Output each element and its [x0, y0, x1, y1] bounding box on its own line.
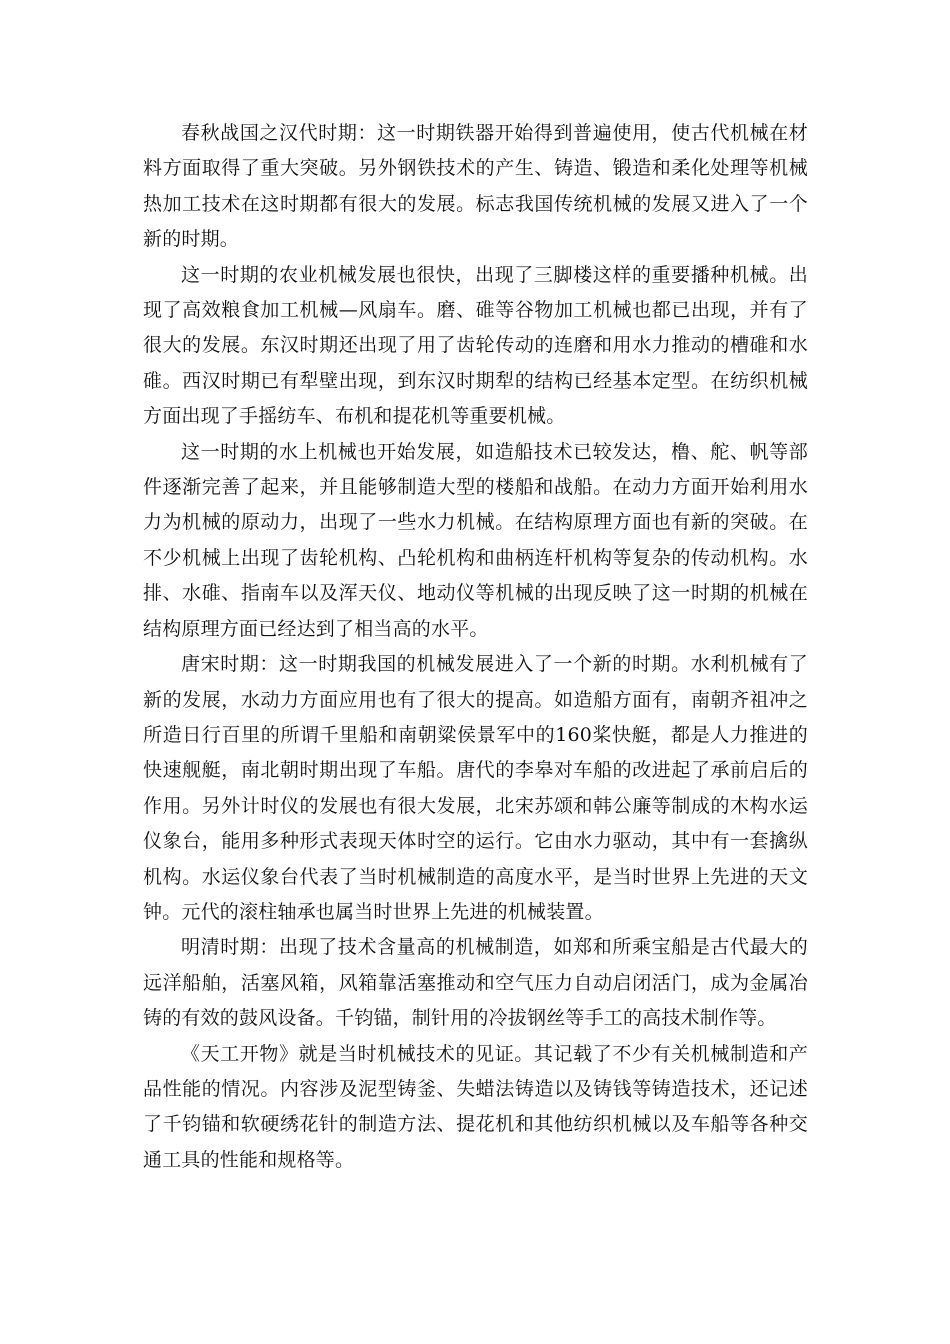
paragraph-chunqiu-han: 春秋战国之汉代时期：这一时期铁器开始得到普遍使用，使古代机械在材料方面取得了重大突破。另外钢铁技术的产生、铸造、锻造和柔化处理等机械热加工技术在这时期都有很大的发展。标志我国传统机械的发展又进入了一个新的时期。: [143, 122, 808, 251]
paragraph-agricultural-machinery: 这一时期的农业机械发展也很快，出现了三脚楼这样的重要播种机械。出现了高效粮食加工机械—风扇车。磨、碓等谷物加工机械也都已出现，并有了很大的发展。东汉时期还出现了用了齿轮传动的连磨和用水力推动的槽碓和水碓。西汉时期已有犁壁出现，到东汉时期犁的结构已经基本定型。在纺织机械方面出现了手摇纺车、布机和提花机等重要机械。: [143, 263, 808, 428]
paragraph-tang-song: 唐宋时期：这一时期我国的机械发展进入了一个新的时期。水利机械有了新的发展，水动力方面应用也有了很大的提高。如造船方面有，南朝齐祖冲之所造日行百里的所谓千里船和南朝粱侯景军中的160桨快艇，都是人力推进的快速舰艇，南北朝时期出现了车船。唐代的李皋对车船的改进起了承前启后的作用。另外计时仪的发展也有很大发展，北宋苏颂和韩公廉等制成的木构水运仪象台，能用多种形式表现天体时空的运行。它由水力驱动，其中有一套擒纵机构。水运仪象台代表了当时机械制造的高度水平，是当时世界上先进的天文钟。元代的滚柱轴承也属当时世界上先进的机械装置。: [143, 653, 808, 923]
paragraph-water-machinery: 这一时期的水上机械也开始发展，如造船技术已较发达，橹、舵、帆等部件逐渐完善了起来，并且能够制造大型的楼船和战船。在动力方面开始利用水力为机械的原动力，出现了一些水力机械。在结构原理方面也有新的突破。在不少机械上出现了齿轮机构、凸轮机构和曲柄连杆机构等复杂的传动机构。水排、水碓、指南车以及浑天仪、地动仪等机械的出现反映了这一时期的机械在结构原理方面已经达到了相当高的水平。: [143, 440, 808, 640]
paragraph-ming-qing: 明清时期：出现了技术含量高的机械制造，如郑和所乘宝船是古代最大的远洋船舶，活塞风箱，风箱靠活塞推动和空气压力自动启闭活门，成为金属冶铸的有效的鼓风设备。千钧锚，制针用的冷拔钢丝等手工的高技术制作等。: [143, 936, 808, 1030]
paragraph-tiangong-kaiwu: 《天工开物》就是当时机械技术的见证。其记载了不少有关机械制造和产品性能的情况。内容涉及泥型铸釜、失蜡法铸造以及铸钱等铸造技术，还记述了千钧锚和软硬绣花针的制造方法、提花机和其他纺织机械以及车船等各种交通工具的性能和规格等。: [143, 1042, 808, 1171]
document-body: [143, 116, 808, 1178]
